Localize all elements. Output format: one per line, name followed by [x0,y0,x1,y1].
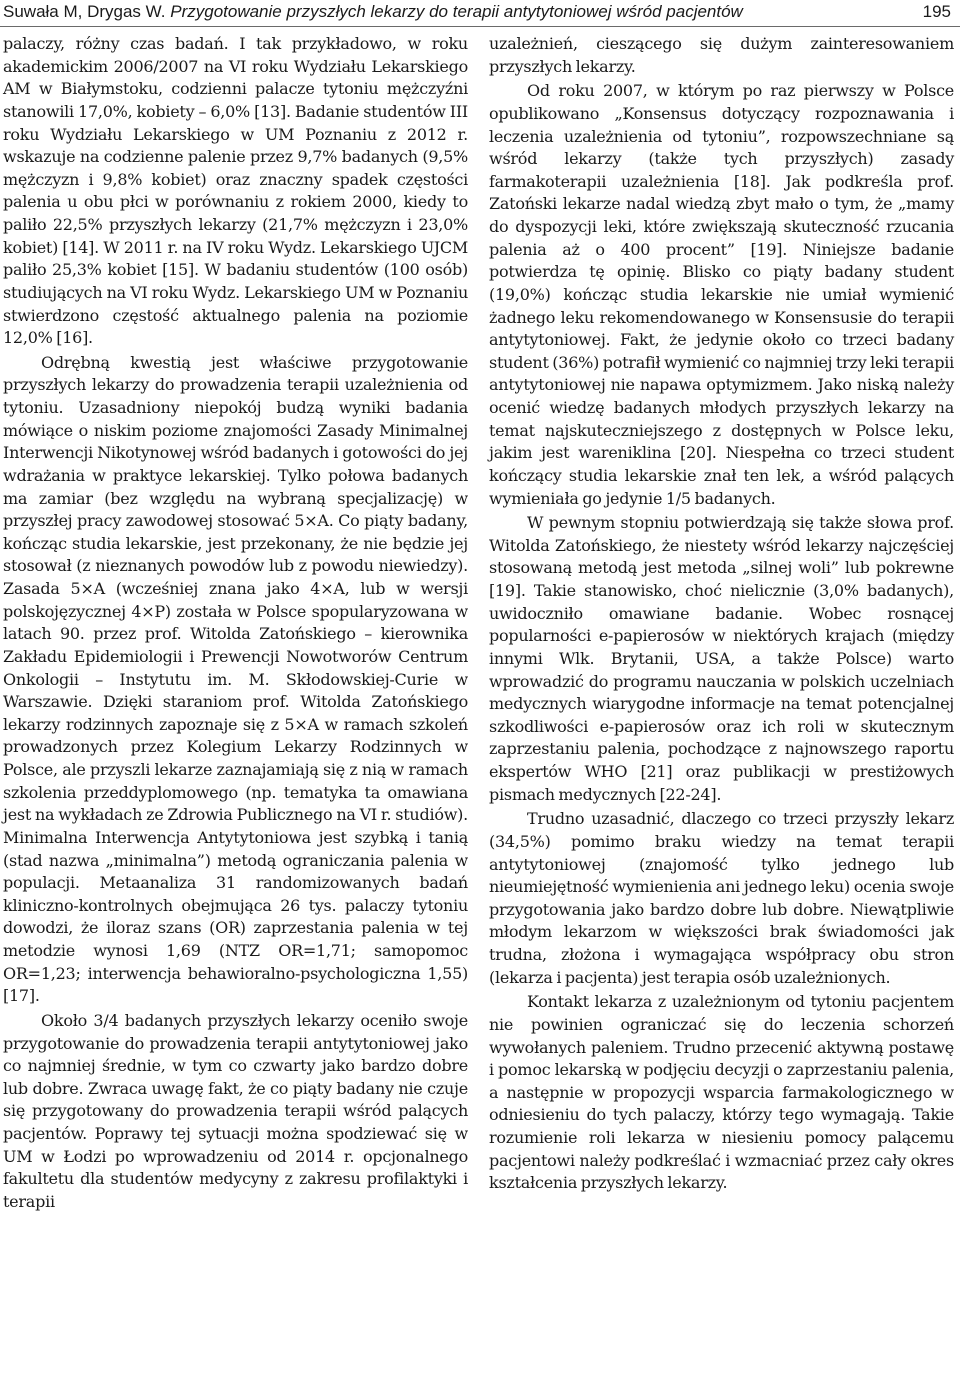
right-column [489,33,954,1195]
running-header-title: Przygotowanie przyszłych lekarzy do terapii antytytoniowej wśród pacjentów [170,2,743,21]
right-paragraph-2: Od roku 2007, w którym po raz pierwszy w Polsce opublikowano „Konsensus dotyczący rozpoznawania i leczenia uzależnienia od tytoniu”, rozpowszechniane są wśród lekarzy (także tych przyszłych) zasady farmakoterapii uzależnienia [18]. Jak podkreśla prof. Zatoński lekarze nadal wiedzą zbyt mało o tym, że „mamy do dyspozycji leki, które zwiększają skuteczność rzucania palenia aż o 400 procent” [19]. Niniejsze badanie potwierdza tę opinię. Blisko co piąty badany student (19,0%) kończąc studia lekarskie nie umiał wymienić żadnego leku rekomendowanego w Konsensusie do terapii antytytoniowej. Fakt, że jedynie około co trzeci badany student (36%) potrafił wymienić co najmniej trzy leki terapii antytytoniowej nie napawa optymizmem. Jako niską należy ocenić wiedzę badanych młodych przyszłych lekarzy na temat najskuteczniejszego z dostępnych w Polsce leku, jakim jest wareniklina [20]. Niespełna co trzeci student kończący studia lekarskie znał ten lek, a wśród palących wymieniała go jedynie 1/5 badanych. [489,81,954,508]
header-divider [0,26,960,27]
running-header-authors: Suwała M, Drygas W. [3,2,166,21]
left-paragraph-2: Odrębną kwestią jest właściwe przygotowanie przyszłych lekarzy do prowadzenia terapii uzależnienia od tytoniu. Uzasadniony niepokój budzą wyniki badania mówiące o niskim poziome znajomości Zasady Minimalnej Interwencji Nikotynowej wśród badanych i gotowości do jej wdrażania w praktyce lekarskiej. Tylko połowa badanych ma zamiar (bez względu na wybraną specjalizację) w przyszłej pracy zawodowej stosować 5×A. Co piąty badany, kończąc studia lekarskie, jest przekonany, że nie będzie jej stosował (z nieznanych powodów lub z powodu niewiedzy). Zasada 5×A (wcześniej znana jako 4×A, lub w wersji polskojęzycznej 4×P) została w Polsce spopularyzowana w latach 90. przez prof. Witolda Zatońskiego – kierownika Zakładu Epidemiologii i Prewencji Nowotworów Centrum Onkologii – Instytutu im. M. Skłodowskiej-Curie w Warszawie. Dzięki staraniom prof. Witolda Zatońskiego lekarzy rodzinnych zapoznaje się z 5×A w ramach szkoleń prowadzonych przez Kolegium Lekarzy Rodzinnych w Polsce, ale przyszli lekarze zaznajamiają się z nią w ramach szkolenia przeddyplomowego (np. tematyka ta omawiana jest na wykładach ze Zdrowia Publicznego na VI r. studiów). Minimalna Interwencja Antytytoniowa jest szybką i tanią (stad nazwa „minimalna”) metodą ograniczania palenia w populacji. Metaanaliza 31 randomizowanych badań kliniczno-kontrolnych obejmująca 26 tys. palaczy tytoniu dowodzi, że iloraz szans (OR) zaprzestania palenia w tej metodzie wynosi 1,69 (NTZ OR=1,71; samopomoc OR=1,23; interwencja behawioralno-psychologiczna 1,55) [17]. [3,352,468,1006]
running-header [3,0,955,24]
running-header-citation [3,0,743,24]
left-paragraph-1: palaczy, różny czas badań. I tak przykładowo, w roku akademickim 2006/2007 na VI roku Wydziału Lekarskiego AM w Białymstoku, codzienni palacze tytoniu mężczyźni stanowili 17,0%, kobiety – 6,0% [13]. Badanie studentów III roku Wydziału Lekarskiego w UM Poznaniu z 2012 r. wskazuje na codzienne palenie przez 9,7% badanych (9,5% mężczyzn i 9,8% kobiet) oraz znaczny spadek częstości palenia u obu płci w porównaniu z rokiem 2000, kiedy to paliło 22,5% przyszłych lekarzy (21,7% mężczyzn i 23,0% kobiet) [14]. W 2011 r. na IV roku Wydz. Lekarskiego UJCM paliło 25,3% kobiet [15]. W badaniu studentów (100 osób) studiujących na VI roku Wydz. Lekarskiego UM w Poznaniu stwierdzono częstość aktualnego palenia na poziomie 12,0% [16]. [3,34,468,348]
right-paragraph-3: W pewnym stopniu potwierdzają się także słowa prof. Witolda Zatońskiego, że niestety wśród lekarzy najczęściej stosowaną metodą jest metoda „silnej woli” lub pokrewne [19]. Takie stanowisko, choć nielicznie (3,0% badanych), uwidoczniło omawiane badanie. Wobec rosnącej popularności e-papierosów w niektórych krajach (między innymi Wlk. Brytanii, USA, a także Polsce) warto wprowadzić do programu nauczania w polskich uczelniach medycznych wiarygodne informacje na temat potencjalnej szkodliwości e-papierosów oraz ich roli w skutecznym zaprzestaniu palenia, pochodzące z najnowszego raportu ekspertów WHO [21] oraz publikacji w prestiżowych pismach medycznych [22-24]. [489,513,954,804]
left-column [3,33,468,1214]
right-paragraph-5: Kontakt lekarza z uzależnionym od tytoniu pacjentem nie powinien ograniczać się do leczenia schorzeń wywołanych paleniem. Trudno przecenić aktywną postawę i pomoc lekarską w podjęciu decyzji o zaprzestaniu palenia, a następnie w propozycji wsparcia farmakologicznego w odniesieniu do tych palaczy, którzy tego wymagają. Takie rozumienie roli lekarza w niesieniu pomocy palącemu pacjentowi należy podkreślać i wzmacniać przez cały okres kształcenia przyszłych lekarzy. [489,992,954,1193]
page-number: 195 [922,2,951,21]
left-paragraph-3: Około 3/4 badanych przyszłych lekarzy oceniło swoje przygotowanie do prowadzenia terapii antytytoniowej jako co najmniej średnie, w tym co czwarty jako bardzo dobre lub dobre. Zwraca uwagę fakt, że co piąty badany nie czuje się przygotowany do prowadzenia terapii wśród palących pacjentów. Poprawy tej sytuacji można spodziewać się w UM w Łodzi po wprowadzeniu od 2014 r. opcjonalnego fakultetu dla studentów medycyny z zakresu profilaktyki i terapii [3,1010,468,1211]
right-paragraph-4: Trudno uzasadnić, dlaczego co trzeci przyszły lekarz (34,5%) pomimo braku wiedzy na temat terapii antytytoniowej (znajomość tylko jednego lub nieumiejętność wymienienia ani jednego leku) ocenia swoje przygotowania jako bardzo dobre lub dobre. Niewątpliwie młodym lekarzom w większości brak świadomości jak trudna, złożona i wymagająca współpracy obu stron (lekarza i pacjenta) jest terapia osób uzależnionych. [489,809,954,987]
right-paragraph-1: uzależnień, cieszącego się dużym zainteresowaniem przyszłych lekarzy. [489,34,954,76]
